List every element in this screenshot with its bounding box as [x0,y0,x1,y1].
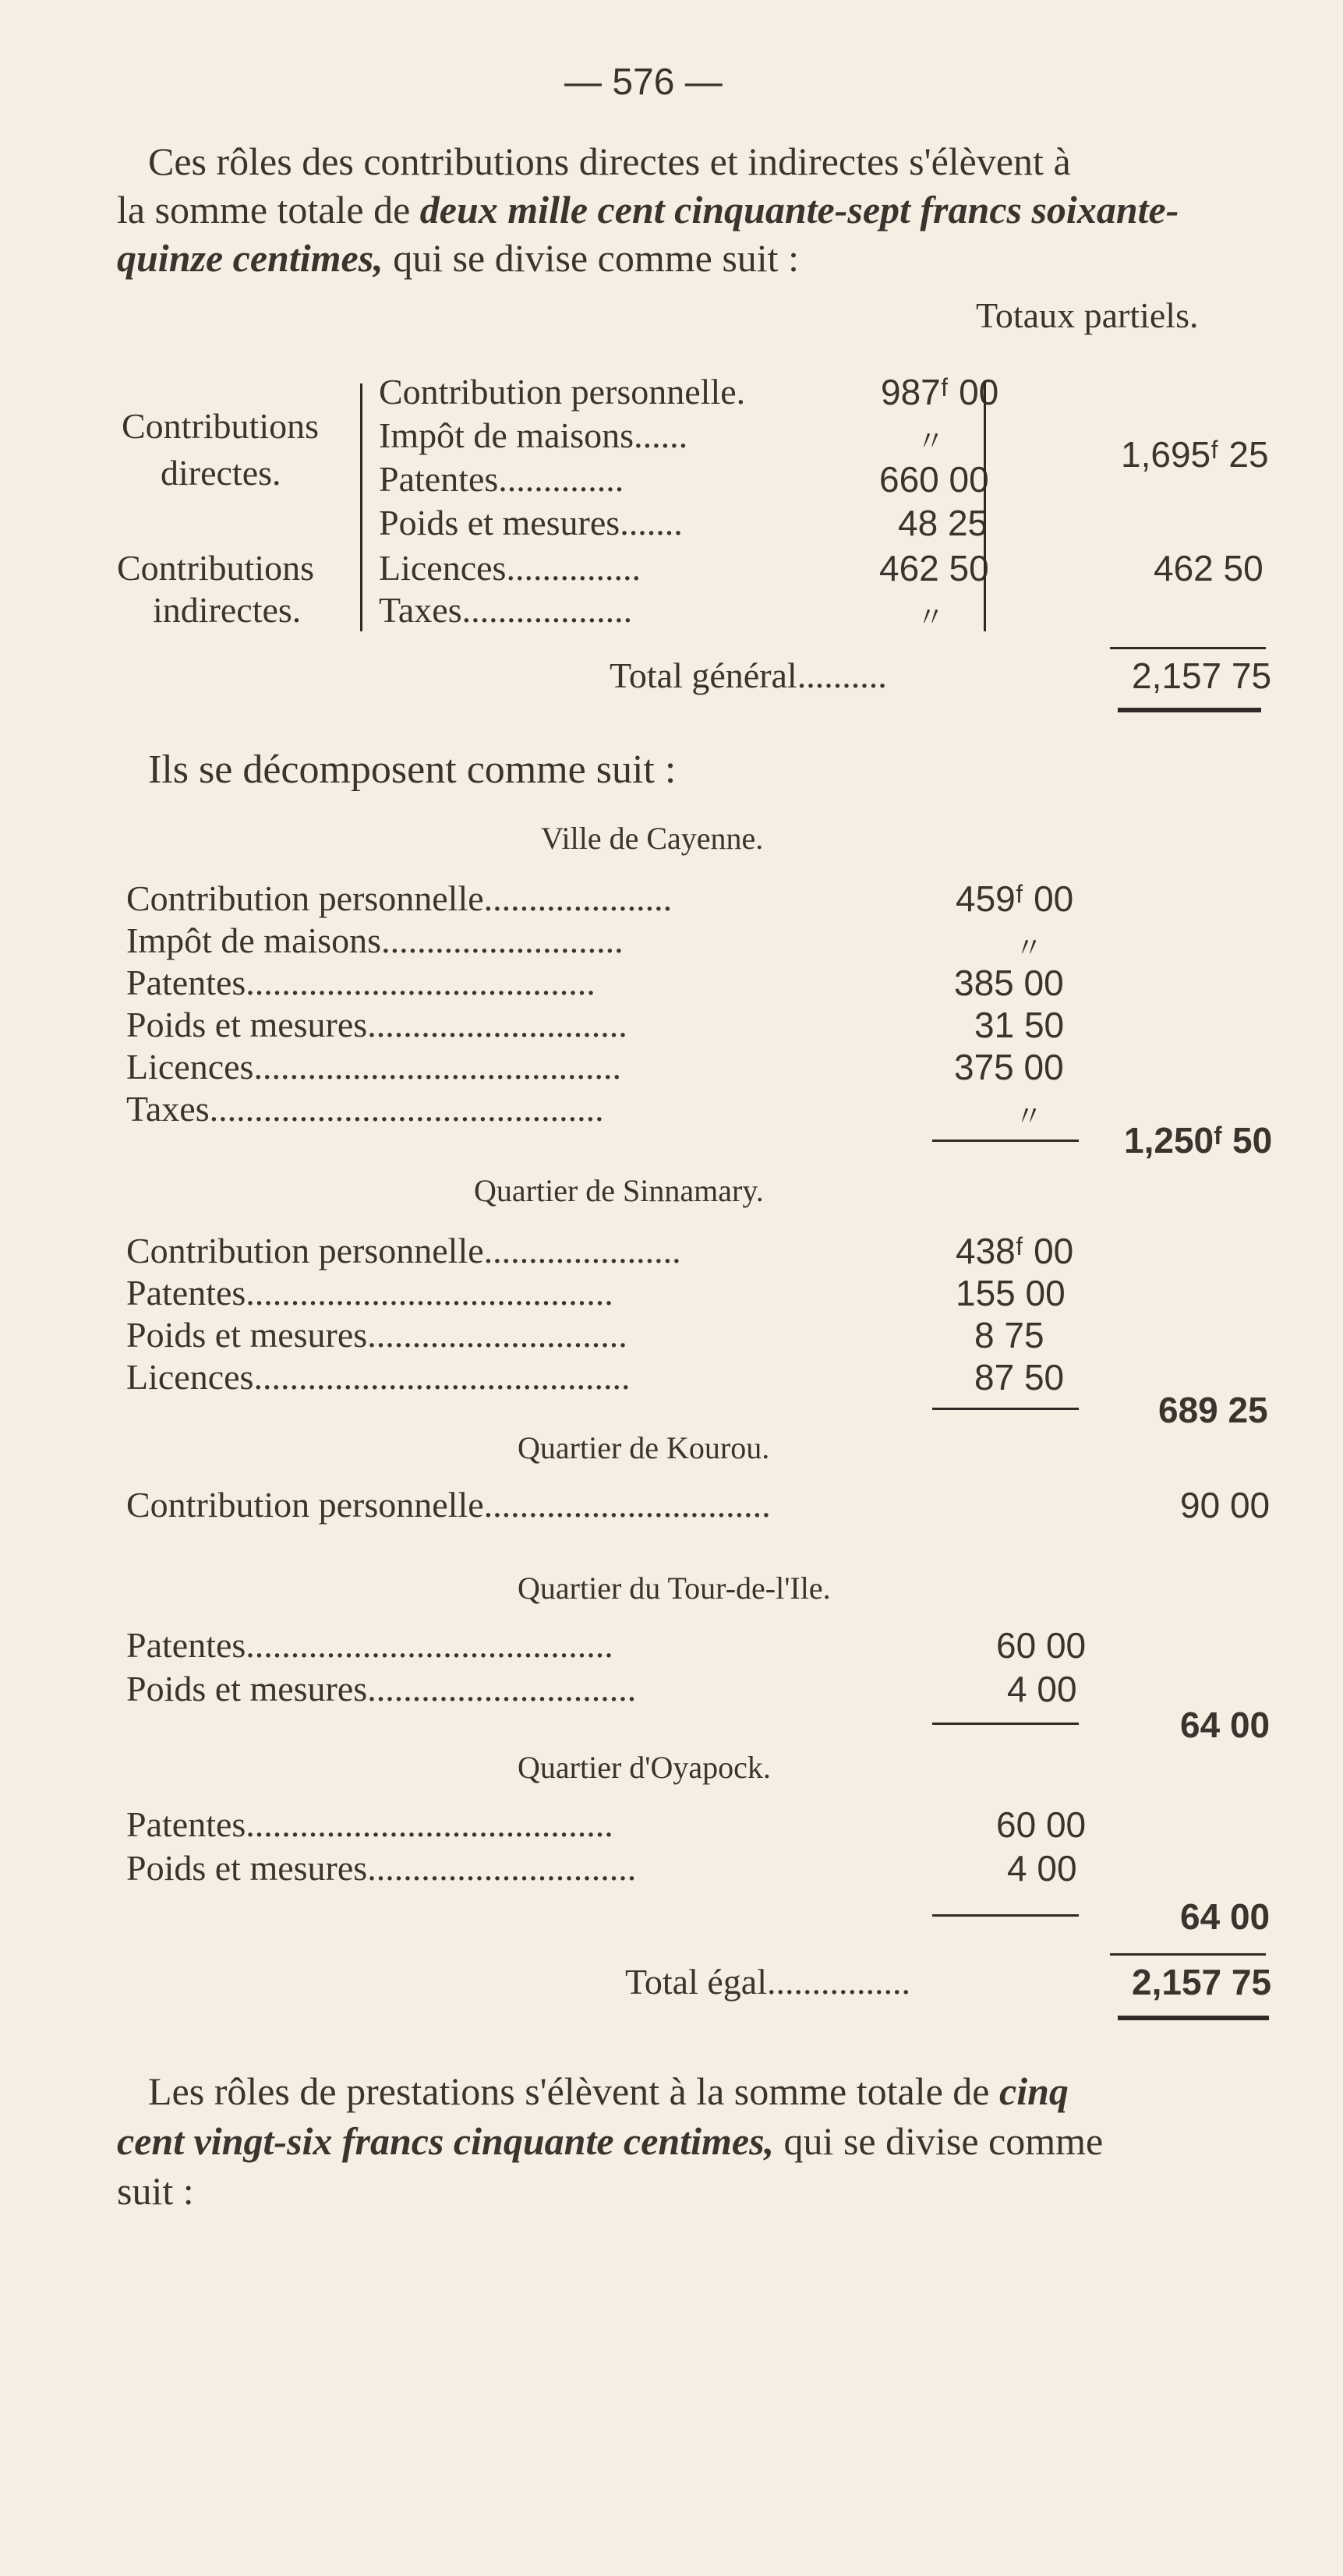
oyapock-subtotal-rule [932,1914,1079,1917]
section-title-kourou: Quartier de Kourou. [518,1430,770,1465]
tour-row-1-label: Patentes......................................... [126,1625,613,1665]
cayenne-row-5-label: Licences......................................... [126,1047,621,1087]
cayenne-row-2-label: Impôt de maisons........................... [126,921,624,960]
direct-row-4-label: Poids et mesures....... [379,503,683,542]
cayenne-subtotal-rule [932,1140,1079,1142]
direct-total: 1,695ᶠ 25 [1121,434,1269,475]
intro-line-2 [117,187,1179,232]
indirect-row-1-amount: 462 50 [879,548,989,588]
cayenne-row-1-label: Contribution personnelle..................... [126,878,673,918]
intro-line-1: Ces rôles des contributions directes et indirectes s'élèvent à [148,140,1071,183]
sinnamary-row-4-label: Licences.......................................... [126,1357,631,1397]
intro-amount-text: deux mille cent cinquante-sept francs soixante- [419,188,1179,231]
indirect-row-1-label: Licences............... [379,548,641,588]
closing-amount-text: cinq [999,2069,1069,2113]
oyapock-row-2-label: Poids et mesures.............................. [126,1848,637,1888]
tour-subtotal-rule [932,1723,1079,1725]
sinnamary-row-3-label: Poids et mesures............................. [126,1315,627,1355]
intro-line-2-text: la somme totale de [117,188,420,231]
direct-row-4-amount: 48 25 [898,503,988,543]
totals-header: Totaux partiels. [976,295,1199,335]
grand-total-rule-top [1110,647,1266,649]
sinnamary-row-2-amount: 155 00 [956,1273,1066,1313]
direct-right-brace [984,380,986,566]
indirect-label-2: indirectes. [153,590,302,630]
cayenne-row-4-amount: 31 50 [974,1005,1065,1045]
oyapock-row-1-label: Patentes......................................... [126,1804,613,1844]
direct-row-3-label: Patentes.............. [379,459,624,499]
oyapock-row-2-amount: 4 00 [1007,1848,1077,1889]
tour-row-1-amount: 60 00 [996,1625,1087,1666]
sinnamary-subtotal-rule [932,1408,1079,1410]
grand-total-rule-bottom [1118,708,1261,712]
indirect-row-2-amount: 〃 [917,602,945,633]
cayenne-row-4-label: Poids et mesures............................. [126,1005,627,1044]
intro-line-3-text: qui se divise comme suit : [383,236,799,280]
total-egal-rule-bottom [1118,2016,1269,2020]
indirect-right-brace [984,555,986,631]
cayenne-row-6-amount: 〃 [1015,1101,1044,1132]
direct-row-1-amount: 987ᶠ 00 [881,372,999,412]
intro-line-3 [117,235,799,281]
direct-row-3-amount: 660 00 [879,459,989,500]
total-egal-rule-top [1110,1953,1266,1956]
grand-total-label: Total général.......... [610,655,887,695]
kourou-row-1-amount: 90 00 [1180,1485,1271,1525]
cayenne-row-5-amount: 375 00 [954,1047,1064,1087]
direct-row-2-amount: 〃 [917,426,945,457]
section-title-tour: Quartier du Tour-de-l'Ile. [518,1571,831,1606]
sinnamary-row-1-amount: 438ᶠ 00 [956,1231,1074,1271]
tour-total: 64 00 [1180,1705,1271,1745]
direct-label-2: directes. [161,453,281,493]
cayenne-total: 1,250ᶠ 50 [1124,1120,1273,1161]
direct-brace [360,383,362,569]
total-egal-value: 2,157 75 [1132,1962,1272,2002]
breakdown-intro: Ils se décomposent comme suit : [148,747,677,792]
indirect-label-1: Contributions [117,548,315,588]
cayenne-row-2-amount: 〃 [1015,932,1044,963]
closing-line-1 [148,2069,1069,2114]
closing-line-1-text: Les rôles de prestations s'élèvent à la somme totale de [148,2069,999,2113]
tour-row-2-amount: 4 00 [1007,1669,1077,1709]
cayenne-row-3-label: Patentes....................................... [126,963,596,1002]
closing-amount-text-cont: cent vingt-six francs cinquante centimes, [117,2119,775,2163]
indirect-total: 462 50 [1154,548,1263,588]
section-title-oyapock: Quartier d'Oyapock. [518,1750,771,1785]
sinnamary-row-1-label: Contribution personnelle...................... [126,1231,681,1270]
kourou-row-1-label: Contribution personnelle................................ [126,1485,771,1525]
section-title-cayenne: Ville de Cayenne. [541,821,764,856]
oyapock-row-1-amount: 60 00 [996,1804,1087,1845]
closing-line-3: suit : [117,2169,194,2213]
tour-row-2-label: Poids et mesures.............................. [126,1669,637,1708]
direct-row-1-label: Contribution personnelle. [379,372,746,412]
sinnamary-row-4-amount: 87 50 [974,1357,1065,1398]
indirect-brace [360,555,362,631]
sinnamary-row-2-label: Patentes......................................... [126,1273,613,1313]
cayenne-row-6-label: Taxes............................................ [126,1089,604,1129]
grand-total-value: 2,157 75 [1132,655,1272,696]
sinnamary-total: 689 25 [1158,1390,1268,1430]
page-number: — 576 — [564,62,723,103]
direct-row-2-label: Impôt de maisons...... [379,415,688,455]
cayenne-row-3-amount: 385 00 [954,963,1064,1003]
section-title-sinnamary: Quartier de Sinnamary. [474,1173,764,1208]
total-egal-label: Total égal................ [625,1962,910,2002]
intro-amount-text-cont: quinze centimes, [117,236,383,280]
closing-line-2-text: qui se divise comme [774,2119,1104,2163]
direct-label-1: Contributions [122,406,320,446]
closing-line-2 [117,2118,1103,2164]
oyapock-total: 64 00 [1180,1896,1271,1937]
indirect-row-2-label: Taxes................... [379,590,633,630]
cayenne-row-1-amount: 459ᶠ 00 [956,878,1074,919]
sinnamary-row-3-amount: 8 75 [974,1315,1044,1355]
